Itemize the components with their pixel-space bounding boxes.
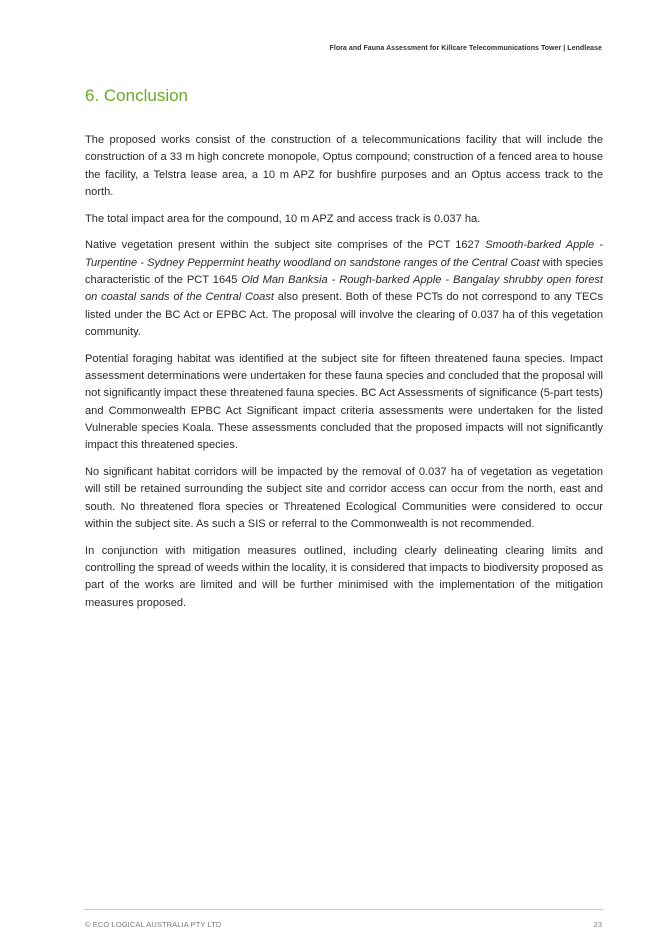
paragraph-impact-area: The total impact area for the compound, 10 m APZ and access track is 0.037 ha. — [85, 212, 481, 225]
section-heading: 6. Conclusion — [85, 86, 189, 105]
pct-1645-name: Old Man Banksia - Rough-barked Apple - Bangalay shrubby open forest on coastal sands of the Central Coast — [85, 274, 603, 304]
vegetation-text-2: with species characteristic of the PCT 1645 — [85, 256, 603, 287]
paragraph-works-description: The proposed works consist of the construction of a telecommunications facility that will include the construction of a 33 m high concrete monopole, Optus compound; construction of a fenced area to house the facility, a Telstra lease area, a 10 m APZ for bushfire purposes and an Optus access track to the north. — [85, 134, 603, 198]
paragraph-native-vegetation — [85, 237, 603, 341]
vegetation-text-3: also present. Both of these PCTs do not correspond to any TECs listed under the BC Act or EPBC Act. The proposal will involve the clearing of 0.037 ha of this vegetation community. — [85, 291, 603, 338]
body-text — [85, 132, 603, 621]
paragraph-mitigation: In conjunction with mitigation measures outlined, including clearly delineating clearing limits and controlling the spread of weeds within the locality, it is considered that impacts to biodiversity proposed as part of the works are limited and will be further minimised with the implementation of the mitigation measures proposed. — [85, 544, 603, 609]
pct-1627-name: Smooth-barked Apple - Turpentine - Sydney Peppermint heathy woodland on sandstone ranges of the Central Coast — [85, 239, 604, 269]
footer-divider — [84, 909, 603, 910]
running-header: Flora and Fauna Assessment for Killcare Telecommunications Tower | Lendlease — [329, 45, 602, 52]
footer-copyright: © ECO LOGICAL AUSTRALIA PTY LTD — [85, 920, 222, 929]
vegetation-text-1: Native vegetation present within the subject site comprises of the PCT 1627 — [85, 239, 486, 252]
paragraph-habitat-corridors: No significant habitat corridors will be impacted by the removal of 0.037 ha of vegetation as vegetation will still be retained surrounding the subject site and corridor access can occur from the north, east and south. No threatened flora species or Threatened Ecological Communities were considered to occur within the subject site. As such a SIS or referral to the Commonwealth is not recommended. — [85, 466, 603, 530]
page-number: 23 — [593, 920, 602, 929]
paragraph-fauna-habitat: Potential foraging habitat was identified at the subject site for fifteen threatened fauna species. Impact assessment determinations were undertaken for these fauna species and concluded that the proposal will not significantly impact these threatened fauna species. BC Act Assessments of significance (5-part tests) and Commonwealth EPBC Act Significant impact criteria assessments were undertaken for the listed Vulnerable species Koala. These assessments concluded that the proposed impacts will not significantly impact this threatened species. — [85, 352, 604, 452]
